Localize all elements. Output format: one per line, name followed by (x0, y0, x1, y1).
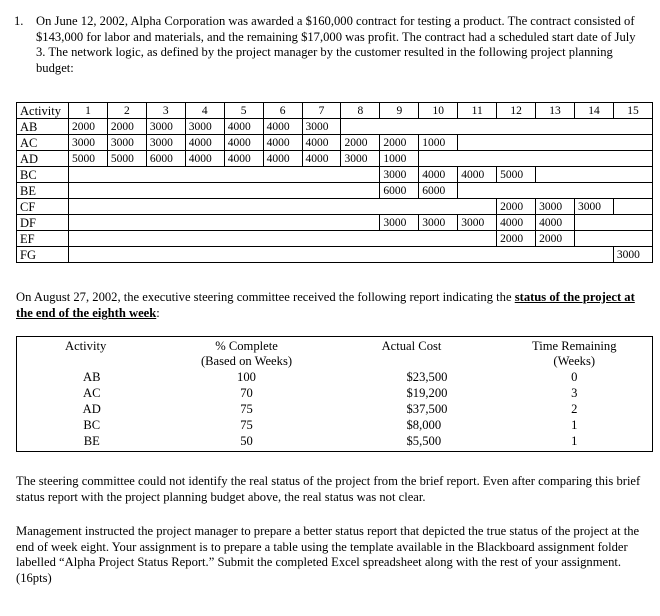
budget-cell (302, 183, 341, 199)
report-intro-emphasis: status of the project at the end of the eighth week (16, 290, 635, 320)
budget-cell (613, 183, 652, 199)
budget-cell (302, 231, 341, 247)
budget-header-activity: Activity (17, 103, 69, 119)
budget-header-week: 4 (185, 103, 224, 119)
status-activity-cell: AC (83, 386, 101, 400)
budget-cell: 4000 (302, 135, 341, 151)
budget-cell: 2000 (380, 135, 419, 151)
budget-cell (536, 119, 575, 135)
budget-cell: 2000 (536, 231, 575, 247)
budget-cell: 3000 (613, 247, 652, 263)
budget-cell (263, 167, 302, 183)
budget-cell: 6000 (146, 151, 185, 167)
budget-cell: 3000 (69, 135, 108, 151)
budget-cell: 1000 (380, 151, 419, 167)
budget-cell: 3000 (574, 199, 613, 215)
budget-cell (419, 151, 458, 167)
status-cost-cell: $8,000 (406, 418, 442, 432)
budget-header-week: 11 (458, 103, 497, 119)
status-remaining-cell: 0 (571, 370, 578, 384)
budget-cell (613, 119, 652, 135)
budget-cell (107, 183, 146, 199)
budget-cell (497, 135, 536, 151)
status-activity-cell: BC (83, 418, 101, 432)
budget-cell (574, 215, 613, 231)
status-remaining-cell: 1 (571, 434, 578, 448)
status-header-cost: Actual Cost (381, 339, 442, 353)
budget-cell (380, 119, 419, 135)
budget-activity-cell: FG (17, 247, 69, 263)
budget-cell: 3000 (185, 119, 224, 135)
status-complete-cell: 70 (240, 386, 253, 400)
budget-cell (69, 231, 108, 247)
budget-cell (497, 247, 536, 263)
budget-cell (69, 183, 108, 199)
budget-cell: 3000 (146, 119, 185, 135)
status-header-row (17, 337, 653, 370)
budget-activity-cell: EF (17, 231, 69, 247)
budget-cell (185, 167, 224, 183)
budget-cell: 2000 (341, 135, 380, 151)
budget-header-week: 10 (419, 103, 458, 119)
budget-cell (536, 151, 575, 167)
budget-cell (185, 199, 224, 215)
budget-header-week: 5 (224, 103, 263, 119)
budget-cell: 4000 (536, 215, 575, 231)
budget-cell (574, 135, 613, 151)
budget-cell (146, 231, 185, 247)
budget-cell (458, 135, 497, 151)
budget-header-week: 8 (341, 103, 380, 119)
budget-cell (613, 199, 652, 215)
budget-cell (380, 231, 419, 247)
budget-cell (458, 183, 497, 199)
budget-cell (613, 215, 652, 231)
budget-cell (146, 183, 185, 199)
budget-activity-cell: CF (17, 199, 69, 215)
budget-cell (224, 183, 263, 199)
budget-cell (341, 199, 380, 215)
budget-cell: 3000 (419, 215, 458, 231)
budget-activity-cell: AC (17, 135, 69, 151)
budget-cell (107, 199, 146, 215)
budget-cell (69, 199, 108, 215)
status-cost-cell: $19,200 (406, 386, 448, 400)
status-row (17, 385, 653, 401)
budget-cell (341, 247, 380, 263)
question-number: 1. (14, 14, 24, 28)
budget-cell (574, 247, 613, 263)
budget-cell (146, 215, 185, 231)
budget-cell (536, 247, 575, 263)
budget-cell (497, 151, 536, 167)
budget-activity-cell: DF (17, 215, 69, 231)
status-row (17, 433, 653, 452)
budget-cell (458, 231, 497, 247)
budget-cell (458, 151, 497, 167)
status-complete-cell: 75 (240, 418, 253, 432)
budget-cell (302, 247, 341, 263)
budget-cell: 5000 (69, 151, 108, 167)
budget-cell (185, 231, 224, 247)
budget-cell: 2000 (497, 199, 536, 215)
budget-cell (458, 199, 497, 215)
budget-cell (69, 215, 108, 231)
status-complete-cell: 100 (237, 370, 256, 384)
status-header-remaining-line1: Time Remaining (531, 339, 617, 353)
status-row (17, 369, 653, 385)
budget-activity-cell: AD (17, 151, 69, 167)
budget-cell: 3000 (146, 135, 185, 151)
budget-cell (69, 167, 108, 183)
budget-cell (107, 231, 146, 247)
status-row (17, 417, 653, 433)
budget-cell: 4000 (263, 135, 302, 151)
budget-cell: 6000 (380, 183, 419, 199)
budget-cell (613, 151, 652, 167)
budget-cell (146, 199, 185, 215)
budget-cell: 2000 (497, 231, 536, 247)
budget-header-week: 13 (536, 103, 575, 119)
budget-cell (380, 199, 419, 215)
budget-cell (497, 183, 536, 199)
budget-cell: 4000 (458, 167, 497, 183)
status-remaining-cell: 1 (571, 418, 578, 432)
budget-cell: 6000 (419, 183, 458, 199)
report-intro-end: : (156, 305, 160, 320)
budget-cell: 4000 (302, 151, 341, 167)
budget-cell (574, 167, 613, 183)
budget-cell (613, 135, 652, 151)
budget-cell (302, 199, 341, 215)
budget-cell: 4000 (419, 167, 458, 183)
budget-cell: 1000 (419, 135, 458, 151)
report-intro (16, 290, 646, 321)
budget-cell: 3000 (458, 215, 497, 231)
budget-header-week: 7 (302, 103, 341, 119)
budget-header-week: 1 (69, 103, 108, 119)
status-row (17, 401, 653, 417)
budget-cell (224, 247, 263, 263)
budget-header-week: 12 (497, 103, 536, 119)
budget-cell (341, 119, 380, 135)
budget-cell (302, 215, 341, 231)
budget-cell (146, 247, 185, 263)
status-header-complete (167, 337, 327, 370)
status-header-complete-line2: (Based on Weeks) (200, 354, 293, 368)
budget-cell (574, 231, 613, 247)
budget-cell (536, 183, 575, 199)
budget-row (17, 151, 653, 167)
budget-cell (263, 215, 302, 231)
budget-cell: 4000 (224, 151, 263, 167)
status-complete-cell: 75 (240, 402, 253, 416)
question-block (14, 14, 644, 76)
status-header-remaining (497, 337, 653, 370)
budget-row (17, 247, 653, 263)
budget-cell (341, 215, 380, 231)
budget-cell (419, 231, 458, 247)
budget-cell (613, 167, 652, 183)
budget-cell (574, 119, 613, 135)
budget-cell: 4000 (224, 135, 263, 151)
budget-cell: 5000 (107, 151, 146, 167)
budget-activity-cell: BC (17, 167, 69, 183)
budget-cell (380, 247, 419, 263)
status-report-table (16, 336, 653, 452)
budget-cell (107, 247, 146, 263)
budget-header-week: 2 (107, 103, 146, 119)
budget-cell (419, 247, 458, 263)
status-activity-cell: AD (82, 402, 101, 416)
budget-cell: 3000 (107, 135, 146, 151)
budget-cell: 4000 (263, 119, 302, 135)
budget-cell (458, 247, 497, 263)
budget-row (17, 199, 653, 215)
budget-cell (302, 167, 341, 183)
budget-cell: 4000 (224, 119, 263, 135)
budget-cell: 5000 (497, 167, 536, 183)
budget-header-row (17, 103, 653, 119)
status-cost-cell: $23,500 (406, 370, 448, 384)
status-complete-cell: 50 (240, 434, 253, 448)
budget-header-week: 6 (263, 103, 302, 119)
budget-cell (419, 199, 458, 215)
budget-row (17, 231, 653, 247)
budget-cell: 4000 (497, 215, 536, 231)
budget-cell: 3000 (536, 199, 575, 215)
budget-row (17, 119, 653, 135)
budget-cell (224, 199, 263, 215)
budget-cell (341, 183, 380, 199)
budget-cell (224, 231, 263, 247)
budget-cell (613, 231, 652, 247)
budget-cell (341, 231, 380, 247)
status-remaining-cell: 2 (571, 402, 578, 416)
budget-header-week: 14 (574, 103, 613, 119)
budget-activity-cell: BE (17, 183, 69, 199)
status-activity-cell: AB (83, 370, 101, 384)
status-header-activity: Activity (65, 339, 107, 353)
budget-cell (107, 167, 146, 183)
status-cost-cell: $37,500 (406, 402, 448, 416)
budget-header-week: 15 (613, 103, 652, 119)
budget-cell (458, 119, 497, 135)
budget-cell: 3000 (302, 119, 341, 135)
budget-cell (263, 199, 302, 215)
status-header-remaining-line2: (Weeks) (553, 354, 596, 368)
budget-cell (263, 183, 302, 199)
planning-budget-table (16, 102, 653, 263)
status-header-complete-line1: % Complete (215, 339, 278, 353)
budget-header-week: 9 (380, 103, 419, 119)
budget-cell: 3000 (380, 215, 419, 231)
paragraph-steering: The steering committee could not identify the real status of the project from the brief report. Even after comparing this brief status report with the project planning budget above, the real status was not clear. (16, 474, 641, 504)
budget-cell (263, 231, 302, 247)
paragraph-assignment: Management instructed the project manager to prepare a better status report that depicted the true status of the project at the end of week eight. Your assignment is to prepare a table using the template available in the Blackboard assignment folder labelled “Alpha Project Status Report.” Submit the completed Excel spreadsheet along with the rest of your assignment. (16pts) (16, 524, 640, 585)
budget-cell (497, 119, 536, 135)
budget-row (17, 167, 653, 183)
budget-row (17, 215, 653, 231)
budget-header-week: 3 (146, 103, 185, 119)
status-activity-cell: BE (83, 434, 100, 448)
report-intro-text: On August 27, 2002, the executive steering committee received the following report indicating the (16, 290, 515, 304)
budget-cell (263, 247, 302, 263)
budget-row (17, 135, 653, 151)
budget-cell: 2000 (69, 119, 108, 135)
budget-cell (69, 247, 108, 263)
budget-cell: 3000 (380, 167, 419, 183)
budget-cell (185, 247, 224, 263)
budget-cell (419, 119, 458, 135)
budget-cell (146, 167, 185, 183)
budget-activity-cell: AB (17, 119, 69, 135)
budget-cell: 4000 (185, 135, 224, 151)
budget-cell: 2000 (107, 119, 146, 135)
budget-cell (224, 167, 263, 183)
budget-cell (224, 215, 263, 231)
budget-cell (574, 151, 613, 167)
budget-cell (185, 183, 224, 199)
budget-cell (574, 183, 613, 199)
budget-cell: 4000 (263, 151, 302, 167)
budget-cell (107, 215, 146, 231)
status-cost-cell: $5,500 (406, 434, 442, 448)
question-text: On June 12, 2002, Alpha Corporation was awarded a $160,000 contract for testing a product. The contract consisted of $143,000 for labor and materials, and the remaining $17,000 was profit. The contract had a scheduled start date of July 3. The network logic, as defined by the project manager by the customer resulted in the following project planning budget: (36, 14, 636, 75)
budget-cell: 3000 (341, 151, 380, 167)
budget-cell (536, 167, 575, 183)
budget-cell: 4000 (185, 151, 224, 167)
status-remaining-cell: 3 (571, 386, 578, 400)
budget-row (17, 183, 653, 199)
budget-cell (536, 135, 575, 151)
budget-cell (341, 167, 380, 183)
budget-cell (185, 215, 224, 231)
